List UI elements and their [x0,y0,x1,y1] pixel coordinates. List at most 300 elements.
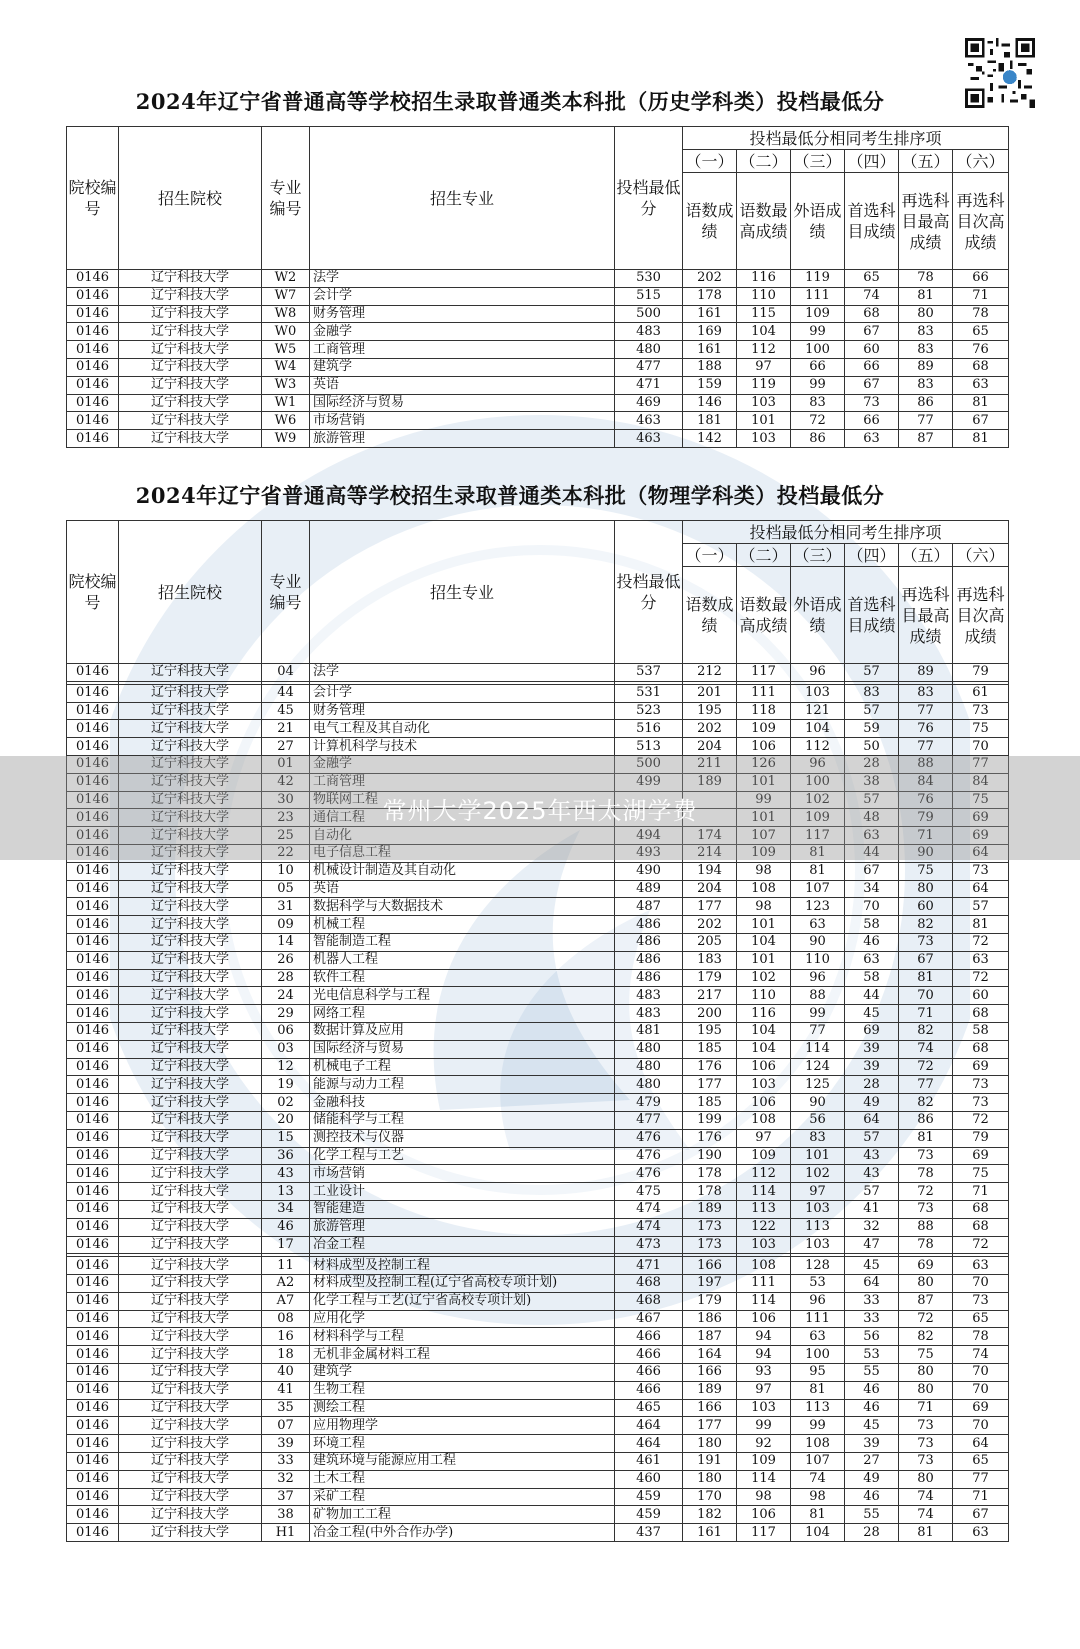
cell-major-code: 25 [262,827,310,845]
table-row [67,394,1009,412]
cell-foreign-language: 95 [791,1364,845,1382]
cell-first-subject: 49 [845,1470,899,1488]
cell-foreign-language: 103 [791,1200,845,1218]
cell-school-code: 0146 [67,987,119,1005]
cell-major-code: W3 [262,376,310,394]
cell-major: 物联网工程 [310,791,615,809]
cell-school-code: 0146 [67,1470,119,1488]
cell-chinese-math: 194 [683,862,737,880]
cell-major: 金融科技 [310,1094,615,1112]
cell-chinese-math-max: 108 [737,1111,791,1129]
cell-foreign-language: 109 [791,305,845,323]
cell-major: 能源与动力工程 [310,1076,615,1094]
cell-elective-second: 71 [953,287,1009,305]
cell-elective-max: 76 [899,791,953,809]
cell-min-score: 515 [615,287,683,305]
cell-chinese-math: 185 [683,1040,737,1058]
cell-major: 测控技术与仪器 [310,1129,615,1147]
cell-elective-second: 67 [953,412,1009,430]
cell-first-subject: 34 [845,880,899,898]
cell-elective-max: 77 [899,412,953,430]
cell-elective-max: 77 [899,738,953,756]
history-score-table [66,126,1009,448]
cell-school-code: 0146 [67,844,119,862]
cell-school-code: 0146 [67,1005,119,1023]
cell-chinese-math-max: 104 [737,933,791,951]
cell-elective-second: 72 [953,969,1009,987]
cell-min-score: 500 [615,755,683,773]
cell-chinese-math: 173 [683,1218,737,1236]
cell-min-score: 461 [615,1453,683,1471]
cell-school-code: 0146 [67,880,119,898]
cell-school: 辽宁科技大学 [119,1200,262,1218]
header-order: （五） [899,544,953,567]
cell-major-code: 29 [262,1005,310,1023]
cell-foreign-language: 117 [791,827,845,845]
cell-major: 土木工程 [310,1470,615,1488]
cell-chinese-math: 186 [683,1310,737,1328]
table-row [67,1076,1009,1094]
cell-chinese-math: 202 [683,270,737,288]
cell-chinese-math-max: 110 [737,987,791,1005]
cell-chinese-math-max: 97 [737,1381,791,1399]
cell-school: 辽宁科技大学 [119,1506,262,1524]
cell-major: 建筑学 [310,1364,615,1382]
cell-major: 市场营销 [310,1165,615,1183]
cell-chinese-math-max: 111 [737,1275,791,1293]
table-row [67,305,1009,323]
cell-chinese-math: 217 [683,987,737,1005]
cell-elective-second: 70 [953,1381,1009,1399]
table-row [67,1183,1009,1201]
cell-major: 英语 [310,880,615,898]
cell-elective-second: 65 [953,1310,1009,1328]
table-row [67,1381,1009,1399]
cell-school-code: 0146 [67,1183,119,1201]
cell-chinese-math: 179 [683,1292,737,1310]
cell-major: 光电信息科学与工程 [310,987,615,1005]
cell-school: 辽宁科技大学 [119,969,262,987]
cell-major: 数据计算及应用 [310,1022,615,1040]
cell-school-code: 0146 [67,809,119,827]
cell-school-code: 0146 [67,1022,119,1040]
cell-major-code: 33 [262,1453,310,1471]
cell-major-code: 18 [262,1346,310,1364]
table-row [67,916,1009,934]
cell-chinese-math-max: 103 [737,1399,791,1417]
cell-elective-second: 73 [953,702,1009,720]
cell-major: 环境工程 [310,1435,615,1453]
cell-school-code: 0146 [67,1292,119,1310]
cell-first-subject: 56 [845,1328,899,1346]
cell-min-score: 463 [615,430,683,448]
cell-chinese-math: 178 [683,1183,737,1201]
cell-chinese-math-max: 109 [737,720,791,738]
header-order: （二） [737,150,791,173]
cell-major: 国际经济与贸易 [310,394,615,412]
cell-foreign-language: 74 [791,1470,845,1488]
cell-foreign-language: 98 [791,1488,845,1506]
cell-elective-second: 73 [953,1094,1009,1112]
cell-first-subject: 27 [845,1453,899,1471]
cell-first-subject: 32 [845,1218,899,1236]
cell-foreign-language: 81 [791,1506,845,1524]
cell-major: 电子信息工程 [310,844,615,862]
cell-foreign-language: 108 [791,1435,845,1453]
cell-elective-second: 72 [953,1236,1009,1254]
cell-foreign-language: 124 [791,1058,845,1076]
cell-school-code: 0146 [67,305,119,323]
cell-school-code: 0146 [67,684,119,702]
cell-school-code: 0146 [67,1328,119,1346]
table-row [67,323,1009,341]
table-row [67,1111,1009,1129]
cell-major: 电气工程及其自动化 [310,720,615,738]
cell-major-code: 17 [262,1236,310,1254]
cell-chinese-math: 202 [683,916,737,934]
cell-major-code: 32 [262,1470,310,1488]
cell-school: 辽宁科技大学 [119,1165,262,1183]
cell-min-score: 464 [615,1435,683,1453]
cell-first-subject: 28 [845,1524,899,1542]
cell-school-code: 0146 [67,827,119,845]
cell-chinese-math: 169 [683,323,737,341]
cell-school: 辽宁科技大学 [119,394,262,412]
cell-major-code: 28 [262,969,310,987]
cell-min-score: 477 [615,1111,683,1129]
cell-elective-max: 87 [899,1292,953,1310]
cell-first-subject: 45 [845,1257,899,1275]
cell-major: 机械工程 [310,916,615,934]
cell-school-code: 0146 [67,1129,119,1147]
cell-elective-max: 78 [899,270,953,288]
cell-school-code: 0146 [67,1488,119,1506]
cell-first-subject: 63 [845,827,899,845]
cell-first-subject: 68 [845,305,899,323]
cell-school-code: 0146 [67,323,119,341]
cell-elective-max: 88 [899,755,953,773]
cell-chinese-math: 189 [683,773,737,791]
cell-major-code: 27 [262,738,310,756]
table-row [67,376,1009,394]
cell-chinese-math-max: 106 [737,1310,791,1328]
cell-chinese-math: 164 [683,1346,737,1364]
table-row [67,1453,1009,1471]
cell-elective-max: 78 [899,1165,953,1183]
cell-chinese-math-max: 110 [737,287,791,305]
header-order: （六） [953,150,1009,173]
cell-major: 财务管理 [310,702,615,720]
cell-min-score: 476 [615,1165,683,1183]
cell-chinese-math-max: 103 [737,430,791,448]
cell-major: 材料成型及控制工程 [310,1257,615,1275]
cell-major: 无机非金属材料工程 [310,1346,615,1364]
cell-school: 辽宁科技大学 [119,1094,262,1112]
cell-major: 通信工程 [310,809,615,827]
table-row [67,1218,1009,1236]
cell-major-code: 42 [262,773,310,791]
cell-elective-max: 73 [899,1453,953,1471]
cell-chinese-math-max: 103 [737,1236,791,1254]
cell-school-code: 0146 [67,287,119,305]
cell-foreign-language: 113 [791,1218,845,1236]
cell-elective-second: 70 [953,1275,1009,1293]
cell-major: 材料科学与工程 [310,1328,615,1346]
cell-chinese-math-max: 114 [737,1292,791,1310]
cell-school: 辽宁科技大学 [119,341,262,359]
cell-elective-max: 83 [899,341,953,359]
cell-chinese-math-max: 98 [737,898,791,916]
cell-elective-second: 69 [953,1147,1009,1165]
header-major-code: 专业编号 [262,127,310,270]
cell-chinese-math: 200 [683,1005,737,1023]
cell-major: 生物工程 [310,1381,615,1399]
cell-chinese-math-max: 103 [737,1076,791,1094]
cell-chinese-math-max: 114 [737,1183,791,1201]
cell-elective-max: 90 [899,844,953,862]
cell-chinese-math-max: 102 [737,969,791,987]
cell-school-code: 0146 [67,1524,119,1542]
cell-foreign-language: 107 [791,880,845,898]
cell-chinese-math: 146 [683,394,737,412]
cell-elective-max: 73 [899,1147,953,1165]
header-major: 招生专业 [310,127,615,270]
cell-major: 应用化学 [310,1310,615,1328]
table-row [67,880,1009,898]
cell-school-code: 0146 [67,755,119,773]
cell-chinese-math: 177 [683,898,737,916]
header-order: （六） [953,544,1009,567]
cell-min-score: 476 [615,1147,683,1165]
cell-elective-second: 72 [953,1111,1009,1129]
cell-elective-max: 89 [899,358,953,376]
cell-foreign-language: 83 [791,394,845,412]
cell-school: 辽宁科技大学 [119,1275,262,1293]
cell-school: 辽宁科技大学 [119,1346,262,1364]
cell-school: 辽宁科技大学 [119,1399,262,1417]
cell-min-score: 479 [615,1094,683,1112]
cell-major-code: 30 [262,791,310,809]
cell-chinese-math-max: 126 [737,755,791,773]
cell-min-score: 477 [615,358,683,376]
cell-school: 辽宁科技大学 [119,1381,262,1399]
cell-chinese-math: 142 [683,430,737,448]
cell-chinese-math-max: 106 [737,1506,791,1524]
cell-school-code: 0146 [67,1076,119,1094]
cell-major: 机械电子工程 [310,1058,615,1076]
cell-major-code: W6 [262,412,310,430]
cell-major-code: 26 [262,951,310,969]
cell-foreign-language: 119 [791,270,845,288]
cell-school-code: 0146 [67,1453,119,1471]
cell-major: 建筑环境与能源应用工程 [310,1453,615,1471]
cell-first-subject: 63 [845,951,899,969]
cell-elective-second: 65 [953,323,1009,341]
cell-foreign-language: 113 [791,1399,845,1417]
cell-elective-second: 64 [953,1435,1009,1453]
table-row [67,1488,1009,1506]
cell-chinese-math: 182 [683,1506,737,1524]
cell-chinese-math-max: 94 [737,1346,791,1364]
cell-chinese-math-max: 109 [737,1147,791,1165]
cell-chinese-math-max: 99 [737,1417,791,1435]
cell-elective-second: 72 [953,933,1009,951]
cell-foreign-language: 63 [791,1328,845,1346]
cell-foreign-language: 109 [791,809,845,827]
cell-min-score: 466 [615,1364,683,1382]
cell-major: 储能科学与工程 [310,1111,615,1129]
cell-elective-second: 60 [953,987,1009,1005]
cell-first-subject: 73 [845,394,899,412]
cell-major-code: 31 [262,898,310,916]
cell-chinese-math: 180 [683,1435,737,1453]
cell-elective-max: 80 [899,1364,953,1382]
table-row [67,1417,1009,1435]
cell-major-code: 37 [262,1488,310,1506]
cell-elective-max: 86 [899,1111,953,1129]
cell-elective-max: 83 [899,684,953,702]
cell-elective-max: 82 [899,916,953,934]
cell-school-code: 0146 [67,1147,119,1165]
cell-chinese-math-max: 119 [737,376,791,394]
cell-chinese-math: 177 [683,1076,737,1094]
cell-elective-max: 72 [899,1058,953,1076]
cell-foreign-language: 103 [791,684,845,702]
cell-chinese-math-max: 116 [737,1005,791,1023]
cell-first-subject: 83 [845,684,899,702]
cell-chinese-math-max: 122 [737,1218,791,1236]
cell-school: 辽宁科技大学 [119,1292,262,1310]
cell-major: 机械设计制造及其自动化 [310,862,615,880]
cell-first-subject: 43 [845,1147,899,1165]
cell-major: 冶金工程(中外合作办学) [310,1524,615,1542]
cell-foreign-language: 96 [791,755,845,773]
cell-chinese-math-max: 107 [737,827,791,845]
cell-school: 辽宁科技大学 [119,773,262,791]
cell-first-subject: 55 [845,1506,899,1524]
cell-elective-max: 83 [899,376,953,394]
cell-chinese-math: 204 [683,738,737,756]
cell-school-code: 0146 [67,1275,119,1293]
cell-school-code: 0146 [67,791,119,809]
cell-major-code: 43 [262,1165,310,1183]
cell-major-code: 11 [262,1257,310,1275]
table-row [67,1435,1009,1453]
table-row [67,1399,1009,1417]
cell-chinese-math-max: 106 [737,1058,791,1076]
cell-elective-max: 82 [899,1022,953,1040]
cell-first-subject: 57 [845,702,899,720]
cell-major-code: 22 [262,844,310,862]
cell-major-code: W4 [262,358,310,376]
cell-major-code: 38 [262,1506,310,1524]
cell-elective-second: 81 [953,916,1009,934]
cell-elective-second: 65 [953,1453,1009,1471]
cell-school: 辽宁科技大学 [119,862,262,880]
header-rank-item: 外语成绩 [791,567,845,664]
cell-min-score: 475 [615,1183,683,1201]
cell-chinese-math-max: 104 [737,1022,791,1040]
table-row [67,951,1009,969]
cell-major-code: 21 [262,720,310,738]
cell-school-code: 0146 [67,412,119,430]
cell-foreign-language: 103 [791,1236,845,1254]
cell-min-score: 480 [615,341,683,359]
cell-chinese-math: 170 [683,1488,737,1506]
cell-chinese-math-max: 98 [737,1488,791,1506]
cell-chinese-math: 161 [683,305,737,323]
cell-chinese-math-max: 117 [737,664,791,682]
cell-first-subject: 45 [845,1005,899,1023]
cell-first-subject: 70 [845,898,899,916]
cell-major: 网络工程 [310,1005,615,1023]
cell-elective-second: 69 [953,827,1009,845]
cell-major-code: 05 [262,880,310,898]
cell-elective-second: 66 [953,270,1009,288]
table-row [67,898,1009,916]
cell-foreign-language: 101 [791,1147,845,1165]
cell-school: 辽宁科技大学 [119,1111,262,1129]
table-row [67,412,1009,430]
cell-first-subject: 48 [845,809,899,827]
cell-school: 辽宁科技大学 [119,720,262,738]
cell-school: 辽宁科技大学 [119,1488,262,1506]
cell-chinese-math: 166 [683,1399,737,1417]
table-row [67,720,1009,738]
cell-min-score: 459 [615,1506,683,1524]
cell-chinese-math-max: 92 [737,1435,791,1453]
table-row [67,933,1009,951]
cell-min-score: 473 [615,1236,683,1254]
cell-chinese-math-max: 112 [737,341,791,359]
cell-first-subject: 43 [845,1165,899,1183]
cell-chinese-math: 189 [683,1381,737,1399]
cell-school-code: 0146 [67,969,119,987]
cell-elective-second: 70 [953,1364,1009,1382]
table-row [67,1236,1009,1254]
cell-first-subject: 55 [845,1364,899,1382]
cell-school-code: 0146 [67,1058,119,1076]
cell-first-subject: 33 [845,1292,899,1310]
cell-first-subject: 50 [845,738,899,756]
cell-foreign-language: 99 [791,323,845,341]
cell-foreign-language: 96 [791,664,845,682]
cell-school: 辽宁科技大学 [119,1417,262,1435]
cell-chinese-math-max: 104 [737,323,791,341]
cell-school-code: 0146 [67,1165,119,1183]
cell-major-code: W2 [262,270,310,288]
cell-elective-second: 70 [953,1417,1009,1435]
cell-chinese-math-max: 101 [737,951,791,969]
table-row [67,287,1009,305]
cell-school: 辽宁科技大学 [119,738,262,756]
cell-major-code: 01 [262,755,310,773]
cell-school: 辽宁科技大学 [119,1183,262,1201]
cell-elective-second: 77 [953,755,1009,773]
header-school-code: 院校编号 [67,521,119,664]
cell-min-score: 487 [615,898,683,916]
cell-chinese-math-max: 101 [737,412,791,430]
cell-major: 旅游管理 [310,1218,615,1236]
cell-min-score: 513 [615,738,683,756]
cell-school-code: 0146 [67,664,119,682]
cell-major: 旅游管理 [310,430,615,448]
cell-elective-second: 73 [953,1292,1009,1310]
cell-foreign-language: 104 [791,1524,845,1542]
cell-elective-max: 79 [899,809,953,827]
cell-school: 辽宁科技大学 [119,287,262,305]
cell-first-subject: 45 [845,1417,899,1435]
